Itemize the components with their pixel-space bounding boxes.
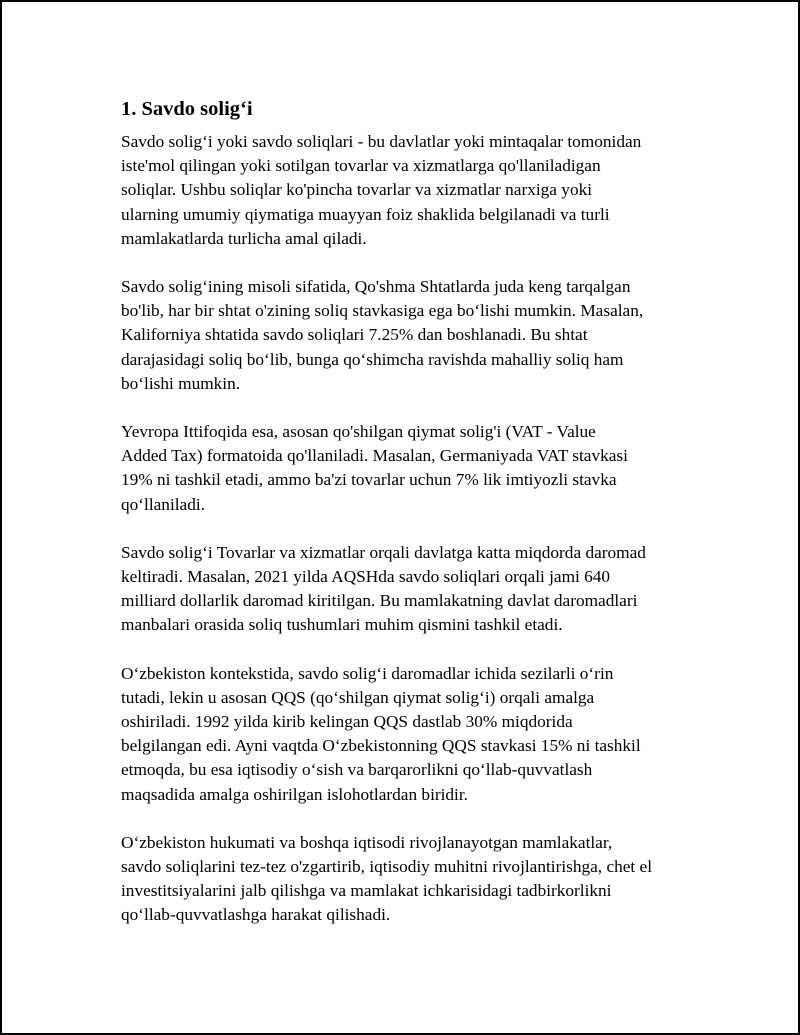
section-heading: 1. Savdo solig‘i [121,98,253,120]
paragraph-government-policy: O‘zbekiston hukumati va boshqa iqtisodi rivojlanayotgan mamlakatlar, savdo soliqlarini tez-tez o'zgartirib, iqtisodiy muhitni rivojlantirishga, chet el investitsiyalarini jalb qilishga va mamlakat ichkarisidagi tadbirkorlikni qo‘llab-quvvatlashga harakat qilishadi. [121,832,653,925]
paragraph-revenue: Savdo solig‘i Tovarlar va xizmatlar orqali davlatga katta miqdorda daromad keltiradi. Masalan, 2021 yilda AQSHda savdo soliqlari orqali jami 640 milliard dollarlik daromad kiritilgan. Bu mamlakatning davlat daromadlari manbalari orasida soliq tushumlari muhim qismini tashkil etadi. [121,542,646,635]
paragraph-eu-vat: Yevropa Ittifoqida esa, asosan qo'shilgan qiymat solig'i (VAT - Value Added Tax) formatoida qo'llaniladi. Masalan, Germaniyada VAT stavkasi 19% ni tashkil etadi, ammo ba'zi tovarlar uchun 7% lik imtiyozli stavka qo‘llaniladi. [121,422,628,514]
paragraph-usa-example: Savdo solig‘ining misoli sifatida, Qo'shma Shtatlarda juda keng tarqalgan bo'lib, har bir shtat o'zining soliq stavkasiga ega bo‘lishi mumkin. Masalan, Kaliforniya shtatida savdo soliqlari 7.25% dan boshlanadi. Bu shtat darajasidagi soliq bo‘lib, bunga qo‘shimcha ravishda mahalliy soliq ham bo‘lishi mumkin. [121,277,644,393]
paragraph-uzbekistan-context: O‘zbekiston kontekstida, savdo solig‘i daromadlar ichida sezilarli o‘rin tutadi, lekin u asosan QQS (qo‘shilgan qiymat solig‘i) orqali amalga oshiriladi. 1992 yilda kirib kelingan QQS dastlab 30% miqdorida belgilangan edi. Ayni vaqtda O‘zbekistonning QQS stavkasi 15% ni tashkil etmoqda, bu esa iqtisodiy o‘sish va barqarorlikni qo‘llab-quvvatlash maqsadida amalga oshirilgan islohotlardan biridir. [121,663,641,804]
paragraph-intro: Savdo solig‘i yoki savdo soliqlari - bu davlatlar yoki mintaqalar tomonidan iste'mol qilingan yoki sotilgan tovarlar va xizmatlarga qo'llaniladigan soliqlar. Ushbu soliqlar ko'pincha tovarlar va xizmatlar narxiga yoki ularning umumiy qiymatiga muayyan foiz shaklida belgilanadi va turli mamlakatlarda turlicha amal qiladi. [121,132,642,248]
document-body [121,96,693,952]
